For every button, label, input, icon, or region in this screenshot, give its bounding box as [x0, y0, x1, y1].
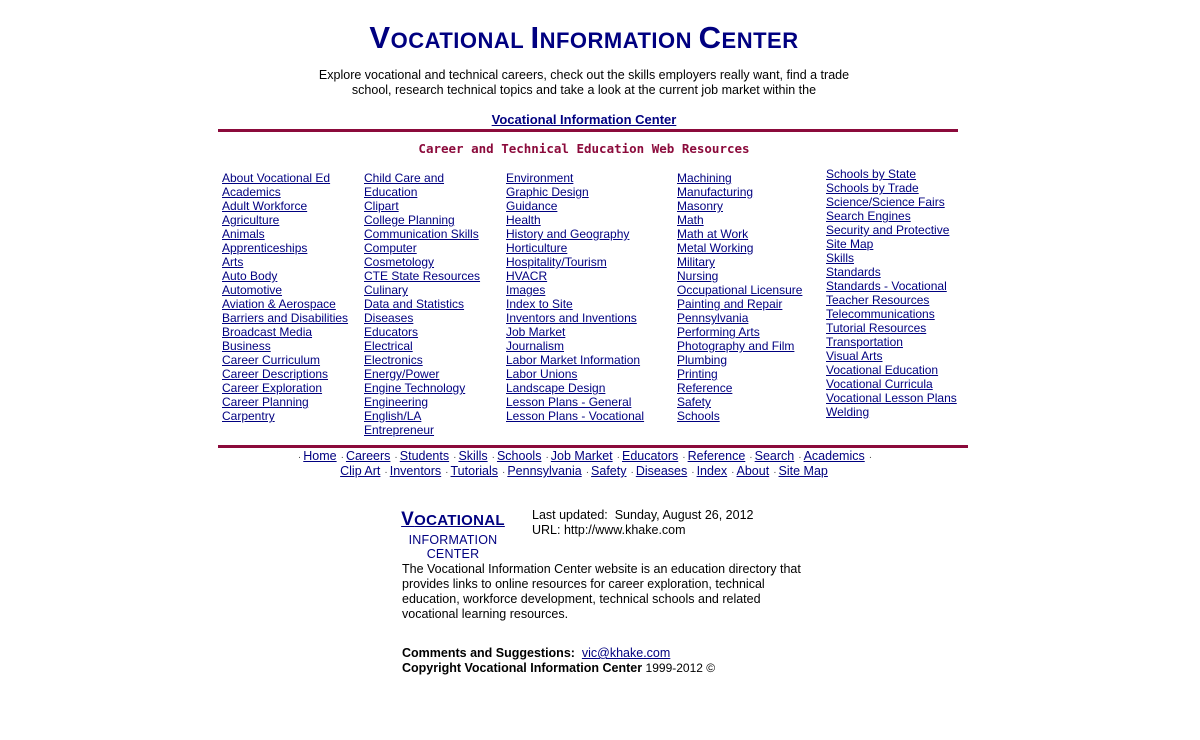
directory-link-photography-and-film[interactable]: Photography and Film	[677, 339, 795, 353]
directory-link-machining[interactable]: Machining	[677, 171, 732, 185]
contact-block	[402, 646, 715, 676]
directory-link-math-at-work[interactable]: Math at Work	[677, 227, 749, 241]
nav-separator: ·	[340, 452, 344, 463]
directory-link-telecommunications[interactable]: Telecommunications	[826, 307, 935, 321]
top-divider	[218, 129, 958, 132]
directory-link-aviation-aerospace[interactable]: Aviation & Aerospace	[222, 297, 336, 311]
comments-label: Comments and Suggestions:	[402, 646, 575, 660]
copyright-label: Copyright Vocational Information Center	[402, 661, 643, 675]
directory-link-military[interactable]: Military	[677, 255, 715, 269]
directory-link-safety[interactable]: Safety	[677, 395, 712, 409]
directory-link-schools-by-state[interactable]: Schools by State	[826, 167, 917, 181]
directory-link-math[interactable]: Math	[677, 213, 704, 227]
intro-text: Explore vocational and technical careers, check out the skills employers really want, find a trade school, research technical topics and take a look at the current job market within the	[318, 68, 850, 97]
directory-link-masonry[interactable]: Masonry	[677, 199, 724, 213]
footer-nav-row-1	[0, 449, 1168, 463]
directory-link-landscape-design[interactable]: Landscape Design	[506, 381, 606, 395]
directory-link-journalism[interactable]: Journalism	[506, 339, 565, 353]
directory-link-labor-market-information[interactable]: Labor Market Information	[506, 353, 641, 367]
footer-nav-careers[interactable]: Careers	[345, 449, 391, 463]
directory-link-career-curriculum[interactable]: Career Curriculum	[222, 353, 321, 367]
copyright-years: 1999-2012 ©	[645, 661, 716, 675]
directory-link-barriers-and-disabilities[interactable]: Barriers and Disabilities	[222, 311, 349, 325]
vic-logo[interactable]	[383, 509, 523, 561]
footer-nav-reference[interactable]: Reference	[687, 449, 746, 463]
directory-link-nursing[interactable]: Nursing	[677, 269, 719, 283]
nav-separator: ·	[585, 467, 590, 478]
directory-link-skills[interactable]: Skills	[826, 251, 855, 265]
nav-separator: ·	[798, 452, 802, 463]
directory-link-reference[interactable]: Reference	[677, 381, 733, 395]
email-link[interactable]: vic@khake.com	[581, 646, 671, 660]
directory-link-site-map[interactable]: Site Map	[826, 237, 874, 251]
nav-separator: ·	[545, 452, 549, 463]
site-title	[0, 20, 1168, 56]
directory-link-educators[interactable]: Educators	[364, 325, 419, 339]
title-part-1: VOCATIONAL	[369, 20, 531, 55]
footer-nav-safety[interactable]: Safety	[591, 464, 627, 478]
directory-link-adult-workforce[interactable]: Adult Workforce	[222, 199, 308, 213]
url-label: URL:	[532, 523, 561, 537]
directory-column-4	[677, 171, 802, 423]
directory-link-electrical[interactable]: Electrical	[364, 339, 413, 353]
directory-link-english-la[interactable]: English/LA	[364, 409, 422, 423]
directory-link-search-engines[interactable]: Search Engines	[826, 209, 911, 223]
logo-line-1: VOCATIONAL	[401, 509, 505, 530]
directory-link-arts[interactable]: Arts	[222, 255, 244, 269]
directory-link-carpentry[interactable]: Carpentry	[222, 409, 275, 423]
directory-link-schools-by-trade[interactable]: Schools by Trade	[826, 181, 919, 195]
directory-link-science-science-fairs[interactable]: Science/Science Fairs	[826, 195, 945, 209]
directory-link-manufacturing[interactable]: Manufacturing	[677, 185, 754, 199]
directory-link-welding[interactable]: Welding	[826, 405, 870, 419]
title-part-2: INFORMATION	[530, 20, 699, 55]
directory-link-energy-power[interactable]: Energy/Power	[364, 367, 440, 381]
directory-link-clipart[interactable]: Clipart	[364, 199, 399, 213]
directory-link-data-and-statistics[interactable]: Data and Statistics	[364, 297, 465, 311]
directory-link-animals[interactable]: Animals	[222, 227, 265, 241]
directory-link-engineering[interactable]: Engineering	[364, 395, 429, 409]
footer-nav-academics[interactable]: Academics	[803, 449, 865, 463]
nav-separator: ·	[749, 452, 753, 463]
directory-link-visual-arts[interactable]: Visual Arts	[826, 349, 883, 363]
directory-link-printing[interactable]: Printing	[677, 367, 718, 381]
directory-link-hvacr[interactable]: HVACR	[506, 269, 548, 283]
directory-link-education[interactable]: Education	[364, 185, 418, 199]
directory-link-occupational-licensure[interactable]: Occupational Licensure	[677, 283, 803, 297]
directory-link-job-market[interactable]: Job Market	[506, 325, 566, 339]
directory-link-index-to-site[interactable]: Index to Site	[506, 297, 573, 311]
updated-label: Last updated:	[532, 508, 608, 522]
directory-link-hospitality-tourism[interactable]: Hospitality/Tourism	[506, 255, 607, 269]
footer-nav-search[interactable]: Search	[754, 449, 795, 463]
directory-link-performing-arts[interactable]: Performing Arts	[677, 325, 760, 339]
directory-link-electronics[interactable]: Electronics	[364, 353, 423, 367]
site-home-link[interactable]: Vocational Information Center	[491, 112, 677, 127]
nav-separator: ·	[445, 467, 449, 478]
nav-separator: ·	[297, 452, 302, 463]
update-info	[532, 508, 754, 538]
footer-nav-site-map[interactable]: Site Map	[778, 464, 828, 478]
directory-link-vocational-curricula[interactable]: Vocational Curricula	[826, 377, 933, 391]
directory-link-culinary[interactable]: Culinary	[364, 283, 409, 297]
directory-link-broadcast-media[interactable]: Broadcast Media	[222, 325, 313, 339]
nav-separator: ·	[868, 452, 873, 463]
directory-link-guidance[interactable]: Guidance	[506, 199, 558, 213]
directory-link-lesson-plans-vocational[interactable]: Lesson Plans - Vocational	[506, 409, 645, 423]
nav-separator: ·	[384, 467, 388, 478]
directory-link-apprenticeships[interactable]: Apprenticeships	[222, 241, 308, 255]
directory-link-security-and-protective[interactable]: Security and Protective	[826, 223, 950, 237]
directory-link-career-descriptions[interactable]: Career Descriptions	[222, 367, 329, 381]
directory-link-entrepreneur[interactable]: Entrepreneur	[364, 423, 435, 437]
directory-link-vocational-education[interactable]: Vocational Education	[826, 363, 939, 377]
directory-link-horticulture[interactable]: Horticulture	[506, 241, 568, 255]
nav-separator: ·	[453, 452, 457, 463]
directory-column-5	[826, 167, 957, 419]
directory-link-auto-body[interactable]: Auto Body	[222, 269, 278, 283]
directory-link-health[interactable]: Health	[506, 213, 541, 227]
directory-link-graphic-design[interactable]: Graphic Design	[506, 185, 589, 199]
nav-separator: ·	[616, 452, 620, 463]
directory-link-tutorial-resources[interactable]: Tutorial Resources	[826, 321, 927, 335]
nav-separator: ·	[501, 467, 506, 478]
footer-nav-pennsylvania[interactable]: Pennsylvania	[507, 464, 582, 478]
nav-separator: ·	[691, 467, 695, 478]
directory-link-inventors-and-inventions[interactable]: Inventors and Inventions	[506, 311, 637, 325]
directory-link-environment[interactable]: Environment	[506, 171, 574, 185]
directory-link-standards-vocational[interactable]: Standards - Vocational	[826, 279, 947, 293]
directory-link-pennsylvania[interactable]: Pennsylvania	[677, 311, 749, 325]
directory-link-communication-skills[interactable]: Communication Skills	[364, 227, 479, 241]
directory-link-cosmetology[interactable]: Cosmetology	[364, 255, 435, 269]
directory-link-computer[interactable]: Computer	[364, 241, 417, 255]
logo-line-2: INFORMATION CENTER	[408, 533, 498, 561]
directory-link-history-and-geography[interactable]: History and Geography	[506, 227, 630, 241]
directory-link-automotive[interactable]: Automotive	[222, 283, 283, 297]
site-description: The Vocational Information Center website is an education directory that provides links to online resources for career exploration, technical education, workforce development, technical schools and related vocational learning resources.	[402, 562, 801, 621]
directory-link-standards[interactable]: Standards	[826, 265, 881, 279]
url-value: http://www.khake.com	[563, 523, 686, 537]
directory-link-college-planning[interactable]: College Planning	[364, 213, 455, 227]
directory-link-business[interactable]: Business	[222, 339, 271, 353]
footer-nav-inventors[interactable]: Inventors	[389, 464, 442, 478]
footer-nav-row-2	[0, 464, 1168, 478]
directory-link-metal-working[interactable]: Metal Working	[677, 241, 754, 255]
footer-nav-skills[interactable]: Skills	[458, 449, 488, 463]
directory-link-career-planning[interactable]: Career Planning	[222, 395, 309, 409]
nav-separator: ·	[682, 452, 686, 463]
footer-nav-diseases[interactable]: Diseases	[635, 464, 688, 478]
directory-link-schools[interactable]: Schools	[677, 409, 720, 423]
footer-nav-clip-art[interactable]: Clip Art	[340, 464, 381, 478]
directory-link-academics[interactable]: Academics	[222, 185, 281, 199]
nav-separator: ·	[731, 467, 735, 478]
directory-link-lesson-plans-general[interactable]: Lesson Plans - General	[506, 395, 632, 409]
directory-column-1	[222, 171, 348, 423]
directory-link-cte-state-resources[interactable]: CTE State Resources	[364, 269, 481, 283]
directory-link-images[interactable]: Images	[506, 283, 546, 297]
footer-nav-about[interactable]: About	[736, 464, 770, 478]
directory-link-labor-unions[interactable]: Labor Unions	[506, 367, 578, 381]
footer-nav-schools[interactable]: Schools	[496, 449, 542, 463]
nav-separator: ·	[394, 452, 398, 463]
directory-link-teacher-resources[interactable]: Teacher Resources	[826, 293, 930, 307]
directory-link-painting-and-repair[interactable]: Painting and Repair	[677, 297, 783, 311]
directory-link-child-care-and[interactable]: Child Care and	[364, 171, 445, 185]
directory-link-agriculture[interactable]: Agriculture	[222, 213, 280, 227]
directory-column-2	[364, 171, 480, 437]
directory-link-vocational-lesson-plans[interactable]: Vocational Lesson Plans	[826, 391, 957, 405]
nav-separator: ·	[491, 452, 495, 463]
bottom-divider	[218, 445, 968, 448]
directory-column-3	[506, 171, 644, 423]
directory-link-engine-technology[interactable]: Engine Technology	[364, 381, 466, 395]
directory-link-about-vocational-ed[interactable]: About Vocational Ed	[222, 171, 331, 185]
directory-link-career-exploration[interactable]: Career Exploration	[222, 381, 323, 395]
footer-nav-home[interactable]: Home	[303, 449, 337, 463]
footer-nav-educators[interactable]: Educators	[621, 449, 679, 463]
directory-link-diseases[interactable]: Diseases	[364, 311, 414, 325]
footer-nav-students[interactable]: Students	[399, 449, 450, 463]
directory-link-transportation[interactable]: Transportation	[826, 335, 903, 349]
footer-nav-tutorials[interactable]: Tutorials	[450, 464, 498, 478]
nav-separator: ·	[630, 467, 634, 478]
section-heading: Career and Technical Education Web Resources	[418, 141, 750, 156]
updated-value: Sunday, August 26, 2012	[614, 508, 754, 522]
nav-separator: ·	[773, 467, 777, 478]
footer-nav-index[interactable]: Index	[696, 464, 728, 478]
footer-nav-job-market[interactable]: Job Market	[550, 449, 613, 463]
directory-link-plumbing[interactable]: Plumbing	[677, 353, 728, 367]
title-part-3: CENTER	[698, 20, 799, 55]
